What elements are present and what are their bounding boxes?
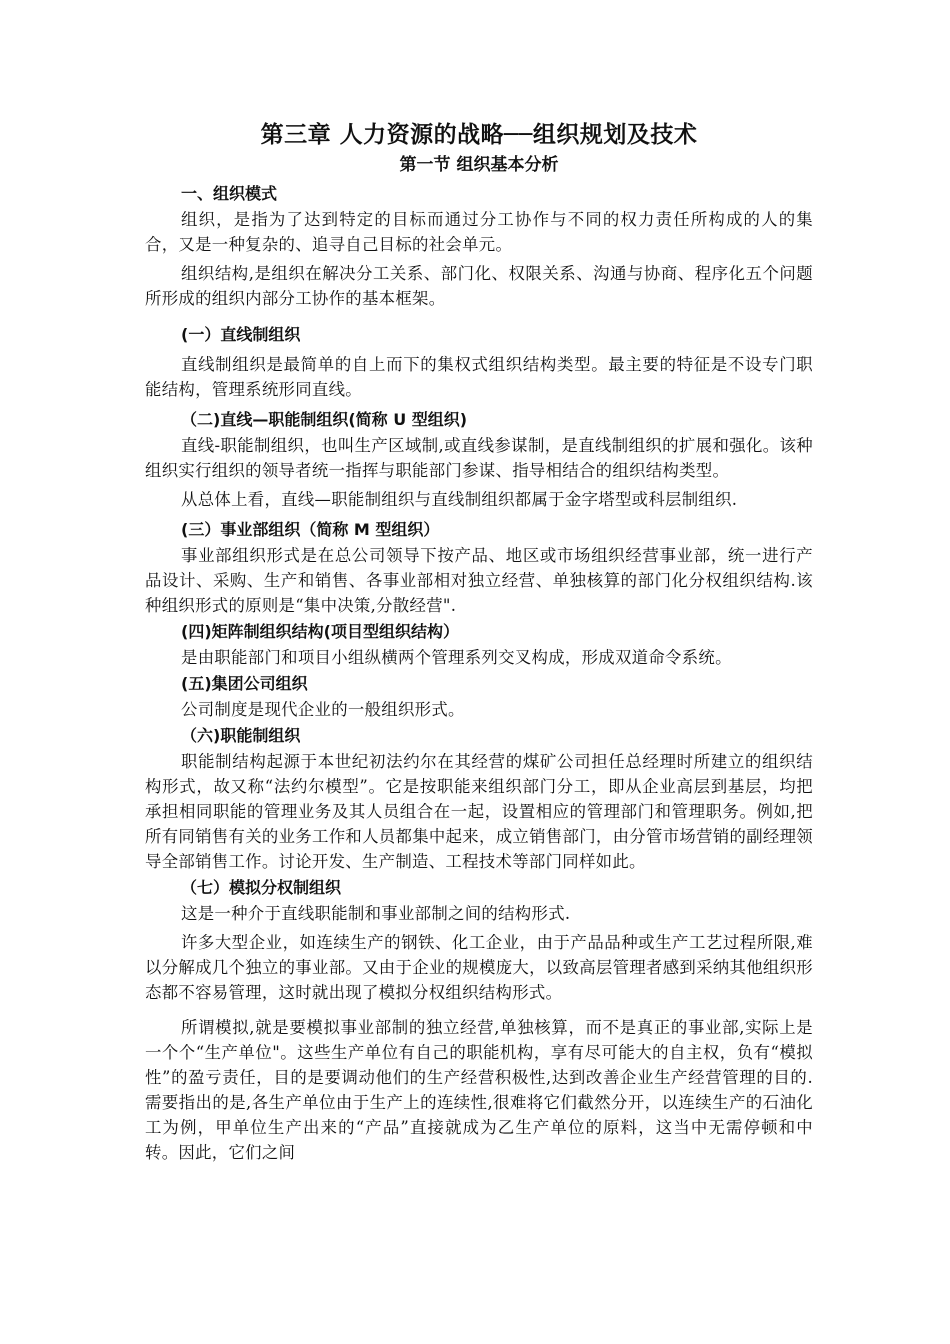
paragraph-simulated-intro: 这是一种介于直线职能制和事业部制之间的结构形式.	[181, 904, 571, 923]
paragraph-organization-definition: 组织，是指为了达到特定的目标而通过分工协作与不同的权力责任所构成的人的集合，又是一种复杂的、追寻自己目标的社会单元。	[145, 210, 813, 254]
paragraph-organization-structure: 组织结构,是组织在解决分工关系、部门化、权限关系、沟通与协商、程序化五个问题所形成的组织内部分工协作的基本框架。	[145, 264, 813, 308]
heading-matrix-organization: (四)矩阵制组织结构(项目型组织结构）	[181, 622, 459, 641]
heading-line-organization: (一）直线制组织	[181, 325, 301, 344]
paragraph-simulated-large-enterprises: 许多大型企业，如连续生产的钢铁、化工企业，由于产品品种或生产工艺过程所限,难以分解成几个独立的事业部。又由于企业的规模庞大，以致高层管理者感到采纳其他组织形态都不容易管理，这时就出现了模拟分权组织结构形式。	[145, 933, 813, 1002]
paragraph-functional-organization: 职能制结构起源于本世纪初法约尔在其经营的煤矿公司担任总经理时所建立的组织结构形式，故又称“法约尔模型”。它是按职能来组织部门分工，即从企业高层到基层，均把承担相同职能的管理业务及其人员组合在一起，设置相应的管理部门和管理职务。例如,把所有同销售有关的业务工作和人员都集中起来，成立销售部门，由分管市场营销的副经理领导全部销售工作。讨论开发、生产制造、工程技术等部门同样如此。	[145, 752, 813, 871]
paragraph-line-function-summary: 从总体上看，直线—职能制组织与直线制组织都属于金字塔型或科层制组织.	[181, 490, 738, 509]
paragraph-line-organization: 直线制组织是最简单的自上而下的集权式组织结构类型。最主要的特征是不设专门职能结构，管理系统形同直线。	[145, 355, 813, 399]
document-page	[145, 118, 813, 1165]
paragraph-matrix-organization: 是由职能部门和项目小组纵横两个管理系列交叉构成，形成双道命令系统。	[181, 648, 732, 667]
heading-division-organization: (三）事业部组织（简称 M 型组织）	[181, 520, 440, 539]
heading-line-function-organization: （二)直线—职能制组织(简称 U 型组织)	[181, 410, 468, 429]
heading-organization-mode: 一、组织模式	[181, 184, 278, 203]
section-title: 第一节 组织基本分析	[399, 155, 559, 175]
paragraph-line-function-organization: 直线-职能制组织，也叫生产区域制,或直线参谋制，是直线制组织的扩展和强化。该种组织实行组织的领导者统一指挥与职能部门参谋、指导相结合的组织结构类型。	[145, 436, 813, 480]
heading-group-company: (五)集团公司组织	[181, 674, 308, 693]
paragraph-division-organization: 事业部组织形式是在总公司领导下按产品、地区或市场组织经营事业部，统一进行产品设计、采购、生产和销售、各事业部相对独立经营、单独核算的部门化分权组织结构.该种组织形式的原则是“集中决策,分散经营".	[145, 546, 813, 615]
chapter-title: 第三章 人力资源的战略──组织规划及技术	[260, 122, 698, 148]
heading-simulated-decentralization: （七）模拟分权制组织	[181, 878, 342, 897]
paragraph-simulated-meaning: 所谓模拟,就是要模拟事业部制的独立经营,单独核算，而不是真正的事业部,实际上是一个个“生产单位"。这些生产单位有自己的职能机构，享有尽可能大的自主权，负有“模拟性”的盈亏责任，目的是要调动他们的生产经营积极性,达到改善企业生产经营管理的目的.需要指出的是,各生产单位由于生产上的连续性,很难将它们截然分开，以连续生产的石油化工为例，甲单位生产出来的“产品”直接就成为乙生产单位的原料，这当中无需停顿和中转。因此，它们之间	[145, 1018, 813, 1162]
paragraph-group-company: 公司制度是现代企业的一般组织形式。	[181, 700, 465, 719]
heading-functional-organization: （六)职能制组织	[181, 726, 301, 745]
